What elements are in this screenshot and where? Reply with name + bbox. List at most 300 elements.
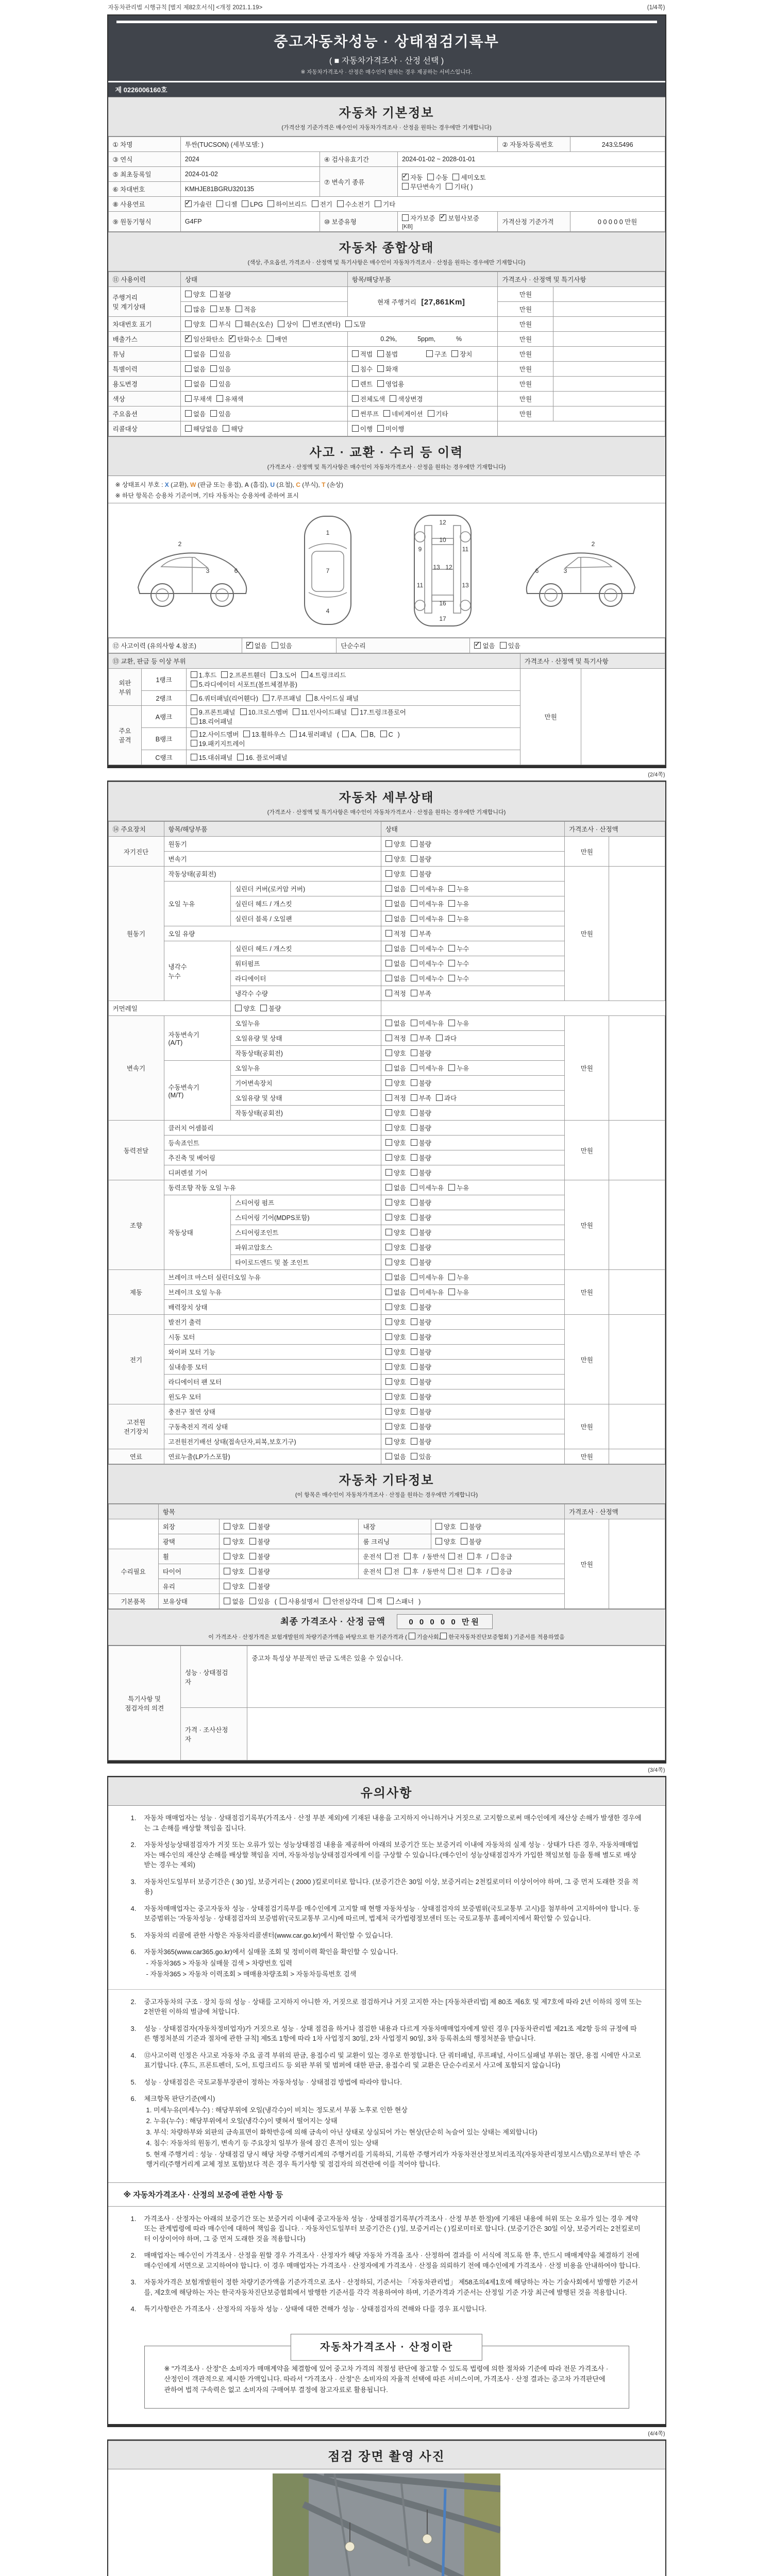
form-cell: [381, 1165, 564, 1180]
checkbox-icon: [448, 1064, 455, 1071]
checkbox-option: [385, 869, 406, 878]
checkbox-icon: [411, 1289, 417, 1295]
form-cell: ⑭ 주요장치: [108, 822, 164, 837]
form-cell: 만원: [565, 1270, 609, 1315]
checkbox-icon: [224, 1523, 230, 1530]
page-marker-3: (3/4쪽): [648, 1767, 665, 1773]
checkbox-option: [271, 670, 297, 680]
table-row: [108, 332, 665, 347]
form-cell: ⑪ 사용이력: [108, 272, 180, 287]
form-cell: [381, 1240, 564, 1255]
checkbox-label: 양호: [443, 1523, 457, 1531]
checkbox-label: 후: [412, 1568, 418, 1575]
checkbox-option: [385, 1168, 406, 1177]
checkbox-label: 없음: [232, 1598, 245, 1605]
checkbox-icon: [427, 174, 434, 180]
table-row: [108, 638, 665, 653]
form-cell: 추진축 및 베어링: [164, 1150, 381, 1165]
form-cell: [381, 1434, 564, 1449]
checkbox-label: 기타: [435, 411, 448, 418]
diagram-part-number: 12: [439, 518, 446, 526]
checkbox-label: 사용설명서: [288, 1598, 320, 1605]
checkbox-option: [324, 1597, 363, 1606]
form-cell: [381, 1404, 564, 1419]
checkbox-icon: [191, 740, 197, 747]
form-cell: [381, 1255, 564, 1270]
form-cell: 2랭크: [142, 691, 186, 706]
table-row: [108, 406, 665, 421]
checkbox-option: [448, 959, 469, 968]
form-cell: [347, 377, 498, 392]
checkbox-option: [385, 1302, 406, 1312]
notice-text: 성능 · 상태점검은 국토교통부장관이 정하는 자동차성능 · 상태점검 방법에 따라야 합니다.: [144, 2078, 402, 2086]
checkbox-option: [436, 1033, 457, 1043]
checkbox-option: [448, 944, 469, 953]
form-cell: [381, 986, 564, 1001]
checkbox-label: 불량: [469, 1538, 482, 1546]
checkbox-option: [240, 707, 289, 717]
checkbox-icon: [191, 731, 197, 737]
checkbox-option: [411, 1392, 431, 1401]
checkbox-icon: [411, 1363, 417, 1370]
checkbox-label: 양호: [393, 1125, 406, 1132]
checkbox-icon: [385, 1064, 392, 1071]
checkbox-icon: [385, 1169, 392, 1176]
form-cell: ⑦ 변속기 종류: [320, 167, 397, 197]
checkbox-option: [210, 409, 231, 418]
checkbox-icon: [411, 1259, 417, 1265]
checkbox-label: 양호: [393, 1050, 406, 1057]
checkbox-option: [448, 914, 469, 923]
form-cell: [609, 1449, 665, 1464]
checkbox-icon: [216, 200, 223, 207]
notice-number: 5.: [130, 1931, 137, 1939]
checkbox-label: 양호: [232, 1583, 245, 1590]
form-cell: 2024: [180, 152, 320, 167]
checkbox-label: 없음: [193, 411, 206, 418]
checkbox-label: 적음: [244, 306, 257, 313]
checkbox-option: [185, 199, 212, 209]
checkbox-icon: [385, 1333, 392, 1340]
checkbox-icon: [191, 754, 197, 760]
checkbox-option: [411, 884, 444, 893]
checkbox-label: 영업용: [385, 381, 405, 388]
checkbox-option: [224, 1582, 244, 1591]
checkbox-label: 8.사이드실 패널: [314, 695, 359, 702]
checkbox-icon: [224, 1568, 230, 1574]
checkbox-icon: [385, 1229, 392, 1235]
checkbox-option: [185, 290, 206, 299]
checkbox-label: 잭: [376, 1598, 382, 1605]
form-cell: 유리: [158, 1579, 220, 1594]
checkbox-icon: [191, 681, 197, 687]
checkbox-icon: [260, 1005, 267, 1011]
checkbox-option: [385, 1452, 406, 1461]
form-cell: 만원: [565, 1121, 609, 1180]
checkbox-icon: [210, 365, 217, 372]
form-cell: [180, 197, 665, 212]
checkbox-icon: [385, 1259, 392, 1265]
notice-number: 1.: [130, 1814, 137, 1822]
form-cell: [186, 691, 520, 706]
table-row: [108, 167, 665, 182]
form-cell: [381, 1285, 564, 1300]
form-cell: [381, 1270, 564, 1285]
table-row: [108, 212, 665, 232]
checkbox-option: [383, 409, 423, 418]
notice-subitem: - 자동차365 > 자동차 이력조회 > 매매용차량조회 > 자동차등록번호 검색: [146, 1970, 357, 1978]
final-price-band: [108, 1609, 665, 1646]
notice-item: [131, 2094, 643, 2170]
form-cell: 원동기: [108, 867, 164, 1001]
checkbox-icon: [411, 1333, 417, 1340]
diagram-part-number: 13: [433, 563, 440, 571]
checkbox-label: 부족: [418, 930, 431, 938]
form-cell: [553, 406, 665, 421]
form-cell: 용도변경: [108, 377, 180, 392]
form-cell: [381, 1180, 564, 1195]
form-cell: [381, 1419, 564, 1434]
checkbox-label: 적정: [393, 1035, 406, 1042]
form-cell: 라디에이터 팬 모터: [164, 1375, 381, 1389]
checkbox-label: 양호: [393, 1379, 406, 1386]
form-cell: 타이어: [158, 1564, 220, 1579]
checkbox-option: [191, 680, 297, 689]
checkbox-icon: [235, 1005, 242, 1011]
checkbox-option: [191, 670, 217, 680]
checkbox-option: [385, 1138, 406, 1147]
checkbox-icon: [352, 410, 359, 417]
form-cell: 실린더 헤드 / 개스킷: [231, 896, 381, 911]
checkbox-option: [448, 884, 469, 893]
form-cell: 가격조사 · 산정액 및 특기사항: [520, 654, 665, 669]
checkbox-icon: [385, 885, 392, 892]
diagram-part-number: 3: [206, 567, 210, 574]
checkbox-icon: [191, 671, 197, 678]
form-cell: [609, 1519, 665, 1609]
form-cell: 조향: [108, 1180, 164, 1270]
table-row: [108, 669, 665, 691]
form-cell: KMHJE81BGRU320135: [180, 182, 320, 197]
form-cell: 등속죠인트: [164, 1136, 381, 1150]
checkbox-label: 양호: [393, 841, 406, 848]
checkbox-option: [280, 1597, 319, 1606]
page-1: [107, 14, 666, 768]
form-cell: [381, 896, 564, 911]
checkbox-label: 누유: [457, 1020, 469, 1027]
checkbox-option: [351, 707, 406, 717]
form-cell: 변속기: [164, 852, 381, 867]
form-cell: 휠: [158, 1549, 220, 1564]
checkbox-option: [293, 707, 347, 717]
checkbox-icon: [267, 200, 274, 207]
page-marker-1: (1/4쪽): [647, 5, 665, 11]
accident-history-table: [108, 638, 665, 653]
checkbox-label: 불량: [418, 1409, 431, 1416]
form-cell: 만원: [498, 347, 553, 362]
price-survey-definition-body: ※ "가격조사 · 산정"은 소비자가 매매계약을 체결함에 있어 중고차 가격의 적절성 판단에 참고할 수 있도록 법령에 의한 절차와 기준에 따라 전문 가격조사 · 산정인이 객관적으로 제시한 가액입니다. 따라서 "가격조사 · 산정"은 소비자의 자율적 선택에 따른 서비스이며, 가격조사 · 산정 결과는 중고차 가격판단에 관하여 법적 구속력은 없고 소비자의 구매여부 결정에 참고자료로 활용됩니다.: [164, 2364, 609, 2394]
cell-text: 0.2%,: [380, 335, 397, 343]
checkbox-option: [210, 304, 231, 314]
checkbox-icon: [191, 718, 197, 724]
checkbox-label: 무채색: [193, 396, 212, 403]
checkbox-option: [436, 1093, 457, 1103]
checkbox-icon: [385, 1553, 392, 1560]
notice-item: [131, 1930, 643, 1941]
checkbox-icon: [385, 1094, 392, 1101]
checkbox-label: 이행: [360, 426, 373, 433]
section-header-detail: [108, 782, 665, 821]
checkbox-label: 응급: [499, 1553, 512, 1561]
form-cell: [180, 377, 347, 392]
checkbox-label: 양호: [232, 1538, 245, 1546]
checkbox-label: 침수: [360, 366, 373, 373]
checkbox-option: [411, 914, 444, 923]
checkbox-label: 안전삼각대: [332, 1598, 363, 1605]
checkbox-icon: [448, 1553, 455, 1560]
checkbox-label: 전: [457, 1568, 463, 1575]
checkbox-icon: [411, 1453, 417, 1460]
checkbox-label: 양호: [393, 1140, 406, 1147]
form-cell: 자동변속기 (A/T): [164, 1016, 231, 1061]
notice-number: 4.: [130, 2305, 137, 2313]
inspection-photos: [108, 2469, 665, 2576]
form-cell: 외장: [158, 1519, 220, 1534]
form-cell: 실린더 블록 / 오일팬: [231, 911, 381, 926]
checkbox-label: LPG: [250, 201, 263, 208]
form-cell: 투싼(TUCSON) (세부모델: ): [180, 137, 498, 152]
checkbox-label: 불량: [418, 1304, 431, 1311]
checkbox-label: 누수: [457, 945, 469, 953]
form-cell: C랭크: [142, 750, 186, 765]
car-diagram-side-right: [519, 510, 643, 631]
checkbox-icon: [411, 1035, 417, 1041]
title-banner: [108, 15, 665, 81]
checkbox-option: [385, 839, 406, 849]
checkbox-icon: [385, 1079, 392, 1086]
form-cell: [609, 1180, 665, 1270]
notice-text: 중고자동차의 구조 · 장치 등의 성능 · 상태를 고지하지 아니한 자, 거짓으로 점검하거나 거짓 고지한 자는 [자동차관리법] 제 80조 제6호 및 제7호에 따라 2년 이하의 징역 또는 2천만원 이하의 벌금에 처합니다.: [144, 1997, 642, 2015]
form-cell: 고전원전기배선 상태(접속단자,피복,보호기구): [164, 1434, 381, 1449]
checkbox-option: [411, 1437, 431, 1446]
checkbox-icon: [303, 320, 310, 327]
checkbox-icon: [249, 1523, 256, 1530]
cell-text: 운전석: [363, 1568, 382, 1575]
form-cell: ⑧ 사용연료: [108, 197, 180, 212]
notice-item: [131, 1877, 643, 1897]
checkbox-icon: [411, 1169, 417, 1176]
form-cell: 작동상태: [164, 1195, 231, 1270]
checkbox-icon: [411, 975, 417, 981]
checkbox-label: 양호: [393, 1155, 406, 1162]
form-cell: [381, 911, 564, 926]
checkbox-icon: [411, 1184, 417, 1191]
checkbox-icon: [385, 1154, 392, 1161]
checkbox-option: [352, 379, 373, 388]
checkbox-option: [385, 899, 406, 908]
form-cell: 만원: [565, 1449, 609, 1464]
checkbox-option: [191, 753, 233, 762]
checkbox-label: 전기: [320, 201, 332, 208]
checkbox-option: [249, 1537, 270, 1546]
checkbox-option: [448, 1552, 463, 1561]
checkbox-option: [411, 899, 444, 908]
checkbox-icon: [210, 410, 217, 417]
checkbox-option: [352, 364, 373, 374]
form-cell: [381, 1016, 564, 1031]
table-row: [108, 317, 665, 332]
form-cell: 수동변속기 (M/T): [164, 1061, 231, 1121]
checkbox-icon: [385, 1109, 392, 1116]
checkbox-option: [224, 1567, 244, 1576]
checkbox-label: 매연: [275, 336, 288, 343]
checkbox-label: 6.쿼터패널(리어휀다): [198, 695, 259, 702]
form-cell: 만원: [565, 1315, 609, 1404]
checkbox-label: 양호: [393, 1199, 406, 1207]
checkbox-option: [452, 173, 485, 182]
checkbox-label: 훼손(오손): [244, 321, 273, 328]
form-cell: 주행거리 및 계기상태: [108, 287, 180, 317]
checkbox-option: [448, 1063, 469, 1073]
section-header-accident: [108, 436, 665, 476]
form-cell: [381, 1046, 564, 1061]
checkbox-icon: [243, 731, 250, 737]
checkbox-option: [448, 1183, 469, 1192]
form-cell: [186, 706, 520, 728]
checkbox-label: 불량: [257, 1583, 270, 1590]
status-code: T: [322, 481, 326, 488]
checkbox-icon: [385, 1124, 392, 1131]
checkbox-label: 네비게이션: [392, 411, 423, 418]
checkbox-option: [435, 1522, 456, 1531]
checkbox-label: 미세누유: [418, 916, 444, 923]
notice-list-2: [108, 1989, 665, 2179]
checkbox-label: 2.프론트휀더: [229, 672, 266, 679]
checkbox-icon: [185, 395, 192, 402]
checkbox-option: [210, 319, 231, 329]
form-cell: [381, 971, 564, 986]
form-cell: 고전원 전기장치: [108, 1404, 164, 1449]
diagram-part-number: 11: [462, 545, 469, 553]
checkbox-icon: [411, 840, 417, 847]
checkbox-option: [448, 899, 469, 908]
checkbox-icon: [451, 350, 458, 357]
checkbox-option: [380, 731, 393, 738]
page-2: [107, 781, 666, 1764]
form-cell: 만원: [498, 406, 553, 421]
checkbox-icon: [249, 1553, 256, 1560]
checkbox-label: 후: [412, 1553, 418, 1561]
checkbox-label: 양호: [243, 1005, 256, 1012]
checkbox-label: 없음: [393, 916, 406, 923]
checkbox-label: 19.패키지트레이: [198, 740, 245, 748]
checkbox-option: [446, 182, 473, 191]
checkbox-option: [411, 944, 444, 953]
form-cell: [347, 287, 498, 317]
checkbox-option: [210, 349, 231, 359]
form-cell: ⑥ 차대번호: [108, 182, 180, 197]
checkbox-label: 없음: [254, 642, 267, 650]
checkbox-icon: [385, 1318, 392, 1325]
form-cell: 만원: [498, 302, 553, 317]
cell-text: (: [337, 731, 339, 738]
checkbox-option: [385, 884, 406, 893]
form-cell: [609, 1315, 665, 1404]
notice-item: [131, 2214, 643, 2244]
checkbox-label: C: [388, 731, 393, 738]
section-title: 점검 장면 촬영 사진: [328, 2449, 445, 2464]
checkbox-label: 과다: [444, 1095, 457, 1102]
checkbox-option: [411, 1019, 444, 1028]
form-cell: 스티어링 펌프: [231, 1195, 381, 1210]
diagram-part-number: 13: [462, 581, 469, 589]
notice-text: 자동차 매매업자는 성능 · 상태점검기록부(가격조사 · 산정 부분 제외)에 기재된 내용을 고지하지 아니하거나 거짓으로 고지함으로써 매수인에게 재산상 손해가 발생한 경우에는 그 손해를 배상할 책임을 집니다.: [144, 1814, 642, 1832]
checkbox-label: 보험사보증: [448, 215, 479, 222]
checkbox-option: [435, 1537, 456, 1546]
form-cell: 스티어링 기어(MDPS포함): [231, 1210, 381, 1225]
checkbox-icon: [271, 671, 277, 678]
checkbox-label: 탄화수소: [237, 336, 262, 343]
checkbox-option: [352, 349, 373, 359]
checkbox-option: [235, 1004, 256, 1013]
regulation-reference: 자동차관리법 시행규칙 [별지 제82호서식] <개정 2021.1.19>: [108, 5, 263, 11]
checkbox-label: 양호: [393, 1394, 406, 1401]
form-cell: [247, 1708, 665, 1760]
checkbox-option: [411, 1273, 444, 1282]
section-title: 자동차 기타정보: [339, 1473, 434, 1487]
notice-text: 자동차365(www.car365.go.kr)에서 실매물 조회 및 정비이력 확인을 확인할 수 있습니다. - 자동차365 > 자동차 실매물 검색 > 차량번호 입력 - 자동차365 > 자동차 이력조회 > 매매용차량조회 > 자동차등록번호 검색: [144, 1947, 643, 1979]
checkbox-label: B,: [369, 731, 376, 738]
checkbox-label: 없음: [393, 960, 406, 968]
form-cell: [347, 421, 498, 436]
checkbox-icon: [385, 915, 392, 922]
checkbox-option: [216, 199, 237, 209]
checkbox-option: [385, 1213, 406, 1222]
form-cell: [553, 347, 665, 362]
checkbox-icon: [290, 731, 297, 737]
checkbox-label: 양호: [232, 1553, 245, 1561]
checkbox-icon: [368, 1598, 375, 1604]
checkbox-icon: [448, 885, 455, 892]
checkbox-option: [345, 319, 366, 329]
form-cell: 2024-01-02: [180, 167, 320, 182]
inspection-record-sheet: [107, 0, 666, 2576]
form-cell: [381, 852, 564, 867]
checkbox-icon: [224, 1538, 230, 1545]
checkbox-label: 전: [393, 1553, 399, 1561]
page-3: [107, 1776, 666, 2427]
checkbox-label: 불량: [469, 1523, 482, 1531]
checkbox-icon: [312, 200, 318, 207]
notice-item: [131, 2304, 643, 2314]
checkbox-icon: [337, 200, 344, 207]
checkbox-icon: [492, 1553, 498, 1560]
checkbox-icon: [448, 1274, 455, 1280]
comprehensive-state-table: [108, 272, 665, 436]
checkbox-icon: [411, 960, 417, 967]
checkbox-option: [385, 1317, 406, 1327]
form-cell: 오일누유: [231, 1061, 381, 1076]
checkbox-label: 불량: [418, 1364, 431, 1371]
checkbox-icon: [500, 642, 507, 649]
checkbox-option: [411, 1287, 444, 1297]
checkbox-icon: [411, 1438, 417, 1445]
form-cell: 브레이크 마스터 실린더오일 누유: [164, 1270, 381, 1285]
form-cell: 윈도우 모터: [164, 1389, 381, 1404]
form-cell: [381, 1360, 564, 1375]
checkbox-label: 양호: [193, 291, 206, 298]
checkbox-option: [385, 1287, 406, 1297]
